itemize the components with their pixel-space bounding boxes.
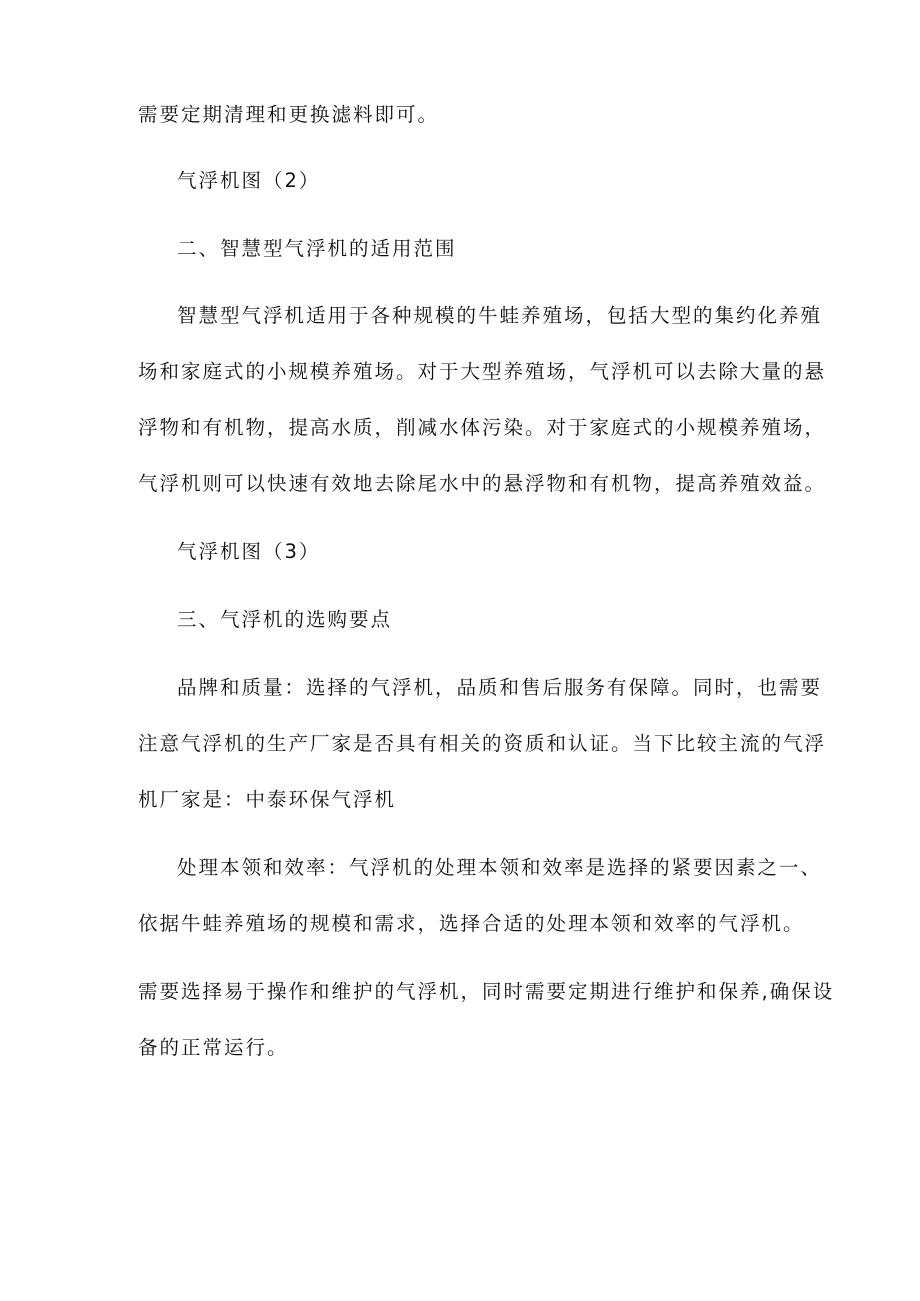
figure-caption-3: 气浮机图（3）	[177, 540, 321, 563]
paragraph-line: 机厂家是：中泰环保气浮机	[138, 788, 397, 811]
paragraph-line: 智慧型气浮机适用于各种规模的牛蛙养殖场，包括大型的集约化养殖	[177, 304, 823, 327]
section-heading-3: 三、气浮机的选购要点	[177, 608, 393, 631]
section-heading-2: 二、智慧型气浮机的适用范围	[177, 237, 457, 260]
paragraph-continuation: 需要定期清理和更换滤料即可。	[138, 103, 440, 126]
paragraph-line: 处理本领和效率：气浮机的处理本领和效率是选择的紧要因素之一、	[177, 856, 823, 879]
paragraph-line: 依据牛蛙养殖场的规模和需求，选择合适的处理本领和效率的气浮机。	[138, 912, 805, 935]
paragraph-line: 场和家庭式的小规模养殖场。对于大型养殖场，气浮机可以去除大量的悬	[138, 360, 827, 383]
paragraph-line: 浮物和有机物，提高水质，削减水体污染。对于家庭式的小规模养殖场，	[138, 416, 827, 439]
figure-caption-2: 气浮机图（2）	[177, 169, 321, 192]
paragraph-line: 需要选择易于操作和维护的气浮机，同时需要定期进行维护和保养,确保设	[138, 980, 835, 1003]
paragraph-line: 品牌和质量：选择的气浮机，品质和售后服务有保障。同时，也需要	[177, 676, 823, 699]
paragraph-line: 注意气浮机的生产厂家是否具有相关的资质和认证。当下比较主流的气浮	[138, 732, 827, 755]
paragraph-line: 备的正常运行。	[138, 1036, 289, 1059]
paragraph-line: 气浮机则可以快速有效地去除尾水中的悬浮物和有机物，提高养殖效益。	[138, 472, 827, 495]
